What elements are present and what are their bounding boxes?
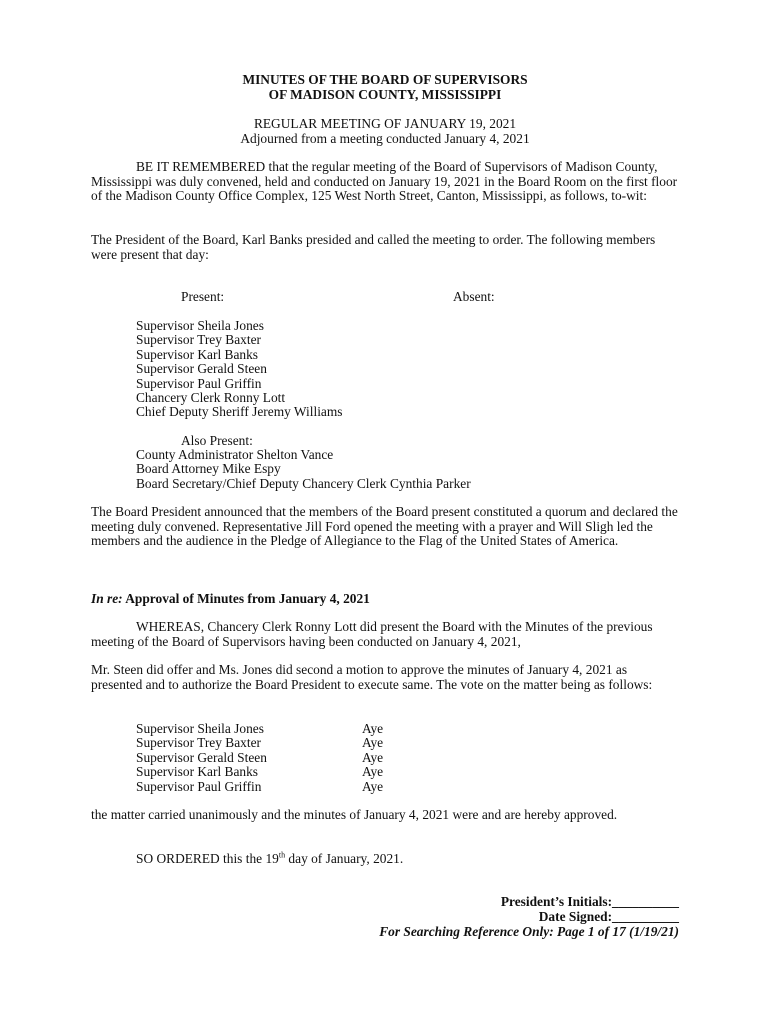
carried-paragraph: the matter carried unanimously and the minutes of January 4, 2021 were and are hereby approved. <box>91 807 618 822</box>
vote-value: Aye <box>362 778 384 794</box>
absent-label: Absent: <box>453 289 495 304</box>
adjourned-line: Adjourned from a meeting conducted January 4, 2021 <box>240 131 530 146</box>
list-item: Board Secretary/Chief Deputy Chancery Clerk Cynthia Parker <box>136 475 471 491</box>
list-item: County Administrator Shelton Vance <box>136 447 334 462</box>
vote-name: Supervisor Paul Griffin <box>136 778 262 794</box>
present-label: Present: <box>181 289 225 304</box>
list-item: Chancery Clerk Ronny Lott <box>136 390 286 406</box>
meeting-line: REGULAR MEETING OF JANUARY 19, 2021 <box>253 116 517 131</box>
item-heading <box>91 592 370 607</box>
vote-name: Supervisor Sheila Jones <box>136 721 264 736</box>
vote-name: Supervisor Gerald Steen <box>136 749 267 765</box>
ordinal-suffix: th <box>278 850 286 860</box>
vote-value: Aye <box>362 735 384 751</box>
list-item: Board Attorney Mike Espy <box>136 461 281 477</box>
item-heading-text: Approval of Minutes from January 4, 2021 <box>125 591 370 606</box>
also-present-list <box>136 448 471 491</box>
list-item: Supervisor Sheila Jones <box>136 318 264 333</box>
intro-paragraph: BE IT REMEMBERED that the regular meeting of the Board of Supervisors of Madison County, Mississippi was duly convened, held and conducted on January 19, 2021 in the Board Room on the first floor of the Madison County Office Complex, 125 West North Street, Canton, Mississippi, as follows, to-wit: <box>91 159 678 204</box>
list-item: Supervisor Gerald Steen <box>136 361 267 377</box>
in-re-label: In re: <box>91 591 123 606</box>
vote-names <box>136 722 267 794</box>
title-line-1: MINUTES OF THE BOARD OF SUPERVISORS <box>242 72 528 87</box>
vote-value: Aye <box>362 721 384 736</box>
so-ordered-date: day of January, 2021. <box>285 851 404 866</box>
vote-value: Aye <box>362 764 384 780</box>
whereas-paragraph: WHEREAS, Chancery Clerk Ronny Lott did present the Board with the Minutes of the previous meeting of the Board of Supervisors having been conducted on January 4, 2021, <box>91 619 653 649</box>
list-item: Chief Deputy Sheriff Jeremy Williams <box>136 404 343 420</box>
title-line-2: OF MADISON COUNTY, MISSISSIPPI <box>268 87 502 102</box>
also-present-label: Also Present: <box>181 433 253 448</box>
so-ordered-text: SO ORDERED this the 19 <box>136 851 279 866</box>
vote-value: Aye <box>362 749 384 765</box>
vote-name: Supervisor Trey Baxter <box>136 735 261 751</box>
president-paragraph: The President of the Board, Karl Banks presided and called the meeting to order. The following members were present that day: <box>91 232 656 262</box>
motion-paragraph: Mr. Steen did offer and Ms. Jones did second a motion to approve the minutes of January 4, 2021 as presented and to authorize the Board President to execute same. The vote on the matter being as follows: <box>91 662 653 692</box>
search-reference: For Searching Reference Only: Page 1 of 17 (1/19/21) <box>379 924 679 939</box>
list-item: Supervisor Trey Baxter <box>136 332 261 348</box>
present-list <box>136 319 342 420</box>
list-item: Supervisor Karl Banks <box>136 346 258 362</box>
vote-values <box>362 722 383 794</box>
president-initials: President’s Initials:__________ <box>500 894 679 909</box>
vote-name: Supervisor Karl Banks <box>136 764 258 780</box>
date-signed: Date Signed:__________ <box>538 909 679 924</box>
list-item: Supervisor Paul Griffin <box>136 375 262 391</box>
so-ordered-line <box>136 852 403 867</box>
quorum-paragraph: The Board President announced that the members of the Board present constituted a quorum and declared the meeting duly convened. Representative Jill Ford opened the meeting with a prayer and Will Sligh led the members and the audience in the Pledge of Allegiance to the Flag of the United States of America. <box>91 504 678 549</box>
